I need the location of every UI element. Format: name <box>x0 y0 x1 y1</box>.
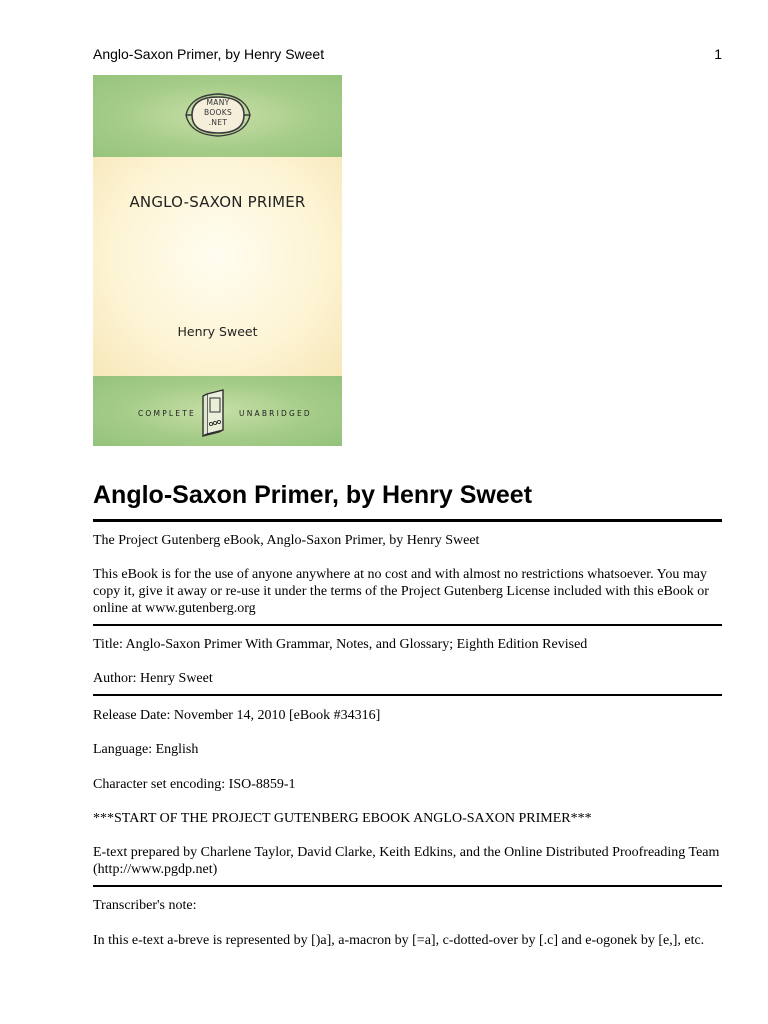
badge-line: MANY <box>206 98 230 107</box>
cover-complete-label: COMPLETE <box>138 409 196 418</box>
release-date-line: Release Date: November 14, 2010 [eBook #34316] <box>93 708 381 723</box>
cover-unabridged-label: UNABRIDGED <box>239 409 312 418</box>
transcriber-note: In this e-text a-breve is represented by [)a], a-macron by [=a], c-dotted-over by [.c] and e-ogonek by [e,], etc. <box>93 933 705 948</box>
document-heading: Anglo-Saxon Primer, by Henry Sweet <box>93 481 533 509</box>
charset-line: Character set encoding: ISO-8859-1 <box>93 777 296 792</box>
section-divider <box>93 624 722 626</box>
cover-author: Henry Sweet <box>177 324 258 339</box>
heading-divider <box>93 519 722 522</box>
badge-line: .NET <box>208 118 228 127</box>
page-number: 1 <box>714 46 722 62</box>
section-divider <box>93 885 722 887</box>
badge-line: BOOKS <box>204 108 232 117</box>
transcriber-heading: Transcriber's note: <box>93 898 197 913</box>
cover-middle-panel <box>93 157 342 376</box>
section-divider <box>93 694 722 696</box>
running-title: Anglo-Saxon Primer, by Henry Sweet <box>93 46 325 62</box>
book-icon <box>201 386 233 438</box>
running-header <box>93 46 722 62</box>
title-line: Title: Anglo-Saxon Primer With Grammar, Notes, and Glossary; Eighth Edition Revised <box>93 637 588 652</box>
badge-text <box>182 98 254 128</box>
language-line: Language: English <box>93 742 199 757</box>
book-cover <box>93 75 342 446</box>
cover-title: ANGLO-SAXON PRIMER <box>129 193 306 211</box>
intro-paragraph: The Project Gutenberg eBook, Anglo-Saxon Primer, by Henry Sweet <box>93 533 480 548</box>
credits-paragraph: E-text prepared by Charlene Taylor, David Clarke, Keith Edkins, and the Online Distributed Proofreading Team (http://www.pgdp.net) <box>93 845 720 877</box>
license-paragraph: This eBook is for the use of anyone anywhere at no cost and with almost no restrictions whatsoever. You may copy it, give it away or re-use it under the terms of the Project Gutenberg License included with this eBook or online at www.gutenberg.org <box>93 567 709 616</box>
start-marker-line: ***START OF THE PROJECT GUTENBERG EBOOK ANGLO-SAXON PRIMER*** <box>93 811 592 826</box>
author-line: Author: Henry Sweet <box>93 671 213 686</box>
